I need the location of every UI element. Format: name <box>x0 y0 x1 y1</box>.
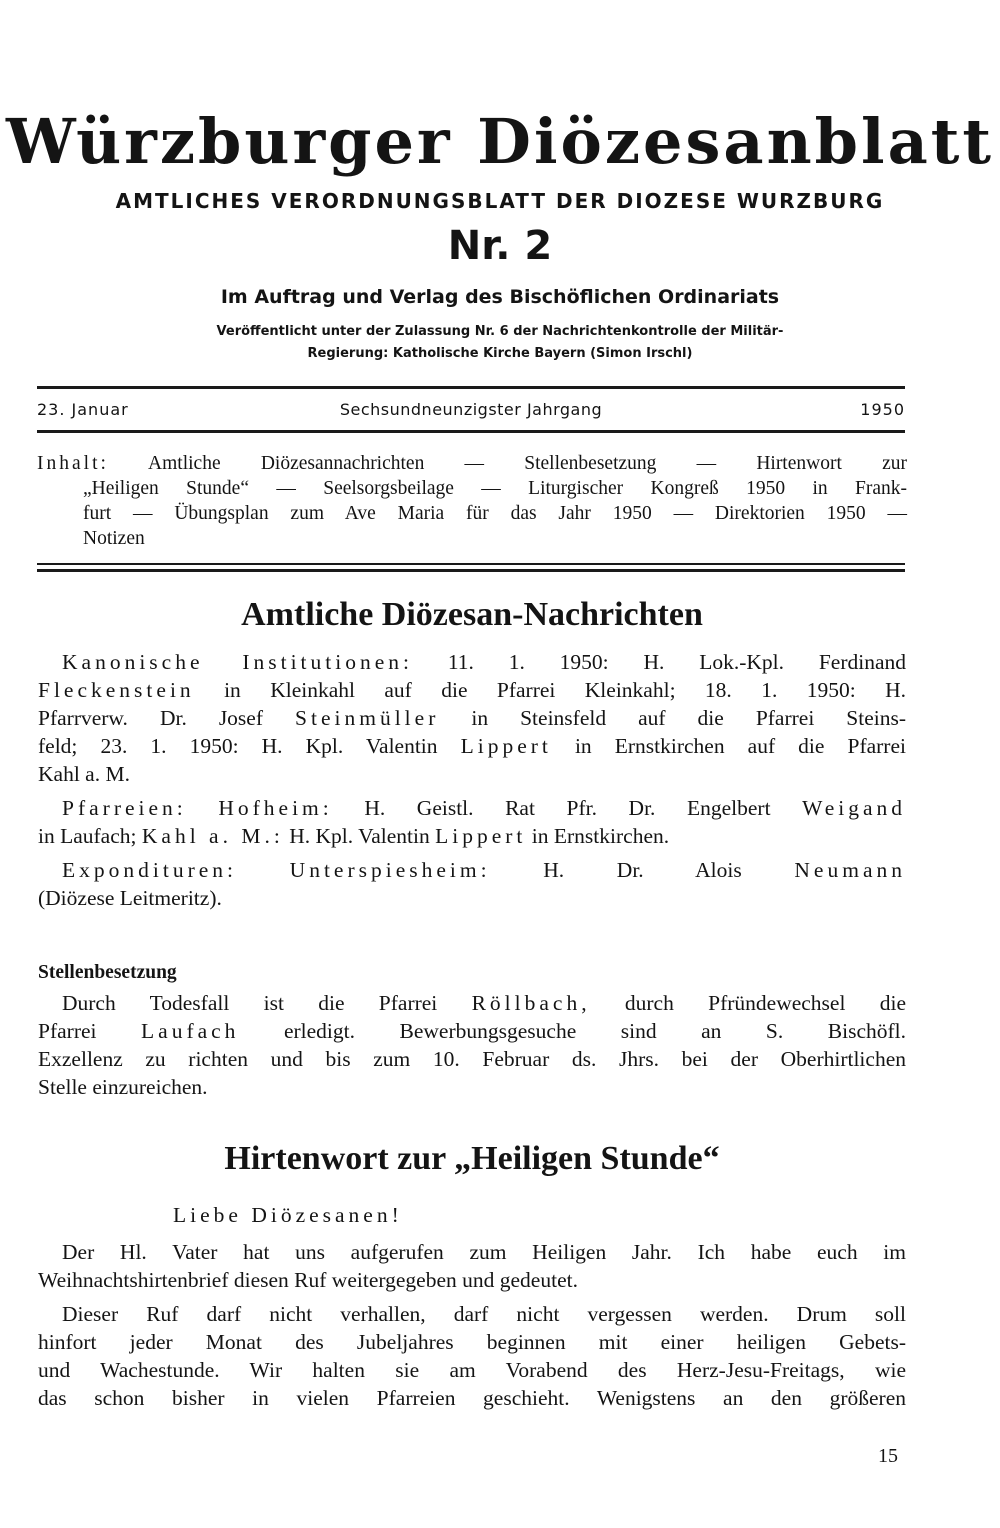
text-run: in Ernstkirchen auf die Pfarrei <box>574 734 906 758</box>
dateline <box>37 396 905 424</box>
text-run: Dieser Ruf darf nicht verhallen, darf nicht vergessen werden. Drum soll <box>62 1302 906 1326</box>
contents-label: Inhalt: <box>37 453 109 474</box>
contents-line: furt — Übungsplan zum Ave Maria für das Jahr 1950 — Direktorien 1950 — <box>83 503 907 524</box>
spaced-label: Expondituren: <box>62 858 238 882</box>
text-run: und Wachestunde. Wir halten sie am Vorabend des Herz-Jesu-Freitags, wie <box>38 1358 906 1382</box>
paragraph-pfarreien <box>38 794 906 850</box>
paragraph-exposituren <box>38 856 906 912</box>
text-run: Der Hl. Vater hat uns aufgerufen zum Heiligen Jahr. Ich habe euch im <box>62 1240 906 1264</box>
place-name: Röllbach, <box>471 991 591 1015</box>
text-run: H. Kpl. Valentin <box>289 824 430 848</box>
contents-text: Amtliche Diözesannachrichten — Stellenbesetzung — Hirtenwort zur <box>148 453 907 474</box>
text-run: in Kleinkahl auf die Pfarrei Kleinkahl; 18. 1. 1950: H. <box>224 678 906 702</box>
license-note <box>60 321 940 365</box>
person-name: Steinmüller <box>295 706 440 730</box>
divider-rule <box>37 386 905 389</box>
person-name: Weigand <box>802 796 907 820</box>
issue-date: 23. Januar <box>37 400 129 419</box>
text-run: in Steinsfeld auf die Pfarrei Steins- <box>471 706 907 730</box>
divider-rule <box>37 569 905 572</box>
text-run: 11. 1. 1950: H. Lok.-Kpl. Ferdinand <box>447 650 906 674</box>
text-run: erledigt. Bewerbungsgesuche sind an S. Bischöfl. <box>283 1019 906 1043</box>
person-name: Fleckenstein <box>38 678 195 702</box>
text-run: Exzellenz zu richten und bis zum 10. Februar ds. Jhrs. bei der Oberhirtlichen <box>38 1047 906 1071</box>
publisher-line: Im Auftrag und Verlag des Bischöflichen Ordinariats <box>220 286 780 308</box>
issue-year: 1950 <box>860 400 905 419</box>
text-run: durch Pfründewechsel die <box>624 991 906 1015</box>
paragraph-institutionen <box>38 648 906 788</box>
text-run: in Laufach; <box>38 824 137 848</box>
text-run: Stelle einzureichen. <box>38 1075 208 1099</box>
page-number: 15 <box>878 1445 898 1467</box>
section-heading-hirtenwort: Hirtenwort zur „Heiligen Stunde“ <box>224 1140 720 1177</box>
divider-rule <box>37 430 905 433</box>
text-run: H. Dr. Alois <box>543 858 742 882</box>
spaced-label: Pfarreien: <box>62 796 187 820</box>
spaced-label: Kanonische Institutionen: <box>62 650 413 674</box>
text-run: Weihnachtshirtenbrief diesen Ruf weitergegeben und gedeutet. <box>38 1268 578 1292</box>
paragraph-hirtenwort-1 <box>38 1238 906 1294</box>
text-run: feld; 23. 1. 1950: H. Kpl. Valentin <box>38 734 438 758</box>
contents-line: Notizen <box>83 528 145 549</box>
person-name: Lippert <box>435 824 527 848</box>
text-run: das schon bisher in vielen Pfarreien geschieht. Wenigstens an den größeren <box>38 1386 906 1410</box>
person-name: Neumann <box>794 858 906 882</box>
license-line: Veröffentlicht unter der Zulassung Nr. 6 der Nachrichtenkontrolle der Militär- <box>216 324 784 339</box>
text-run: Durch Todesfall ist die Pfarrei <box>62 991 438 1015</box>
text-run: Kahl a. M. <box>38 762 130 786</box>
divider-rule <box>37 563 905 565</box>
issue-number: Nr. 2 <box>447 223 553 269</box>
contents-line <box>37 451 907 476</box>
section-heading-stellenbesetzung: Stellenbesetzung <box>38 962 177 983</box>
person-name: Lippert <box>460 734 552 758</box>
masthead-title: Würzburger Diözesanblatt <box>5 105 995 178</box>
place-name: Laufach <box>141 1019 240 1043</box>
place-name: Hofheim: <box>218 796 333 820</box>
paragraph-stellenbesetzung <box>38 989 906 1101</box>
contents-line: „Heiligen Stunde“ — Seelsorgsbeilage — Liturgischer Kongreß 1950 in Frank- <box>83 478 907 499</box>
text-run: in Ernstkirchen. <box>531 824 670 848</box>
text-run: hinfort jeder Monat des Jubeljahres beginnen mit einer heiligen Gebets- <box>38 1330 906 1354</box>
place-name: Kahl a. M.: <box>141 824 284 848</box>
paragraph-hirtenwort-2 <box>38 1300 906 1412</box>
text-run: Pfarrei <box>38 1019 97 1043</box>
salutation: Liebe Diözesanen! <box>173 1203 403 1227</box>
masthead-subtitle: AMTLICHES VERORDNUNGSBLATT DER DIOZESE WURZBURG <box>115 189 885 213</box>
place-name: Unterspiesheim: <box>289 858 491 882</box>
volume-label: Sechsundneunzigster Jahrgang <box>339 400 603 419</box>
table-of-contents <box>37 451 907 551</box>
text-run: Pfarrverw. Dr. Josef <box>38 706 264 730</box>
text-run: (Diözese Leitmeritz). <box>38 886 222 910</box>
text-run: H. Geistl. Rat Pfr. Dr. Engelbert <box>364 796 771 820</box>
license-line: Regierung: Katholische Kirche Bayern (Simon Irschl) <box>307 346 693 361</box>
section-heading-amtliche: Amtliche Diözesan-Nachrichten <box>241 596 703 633</box>
